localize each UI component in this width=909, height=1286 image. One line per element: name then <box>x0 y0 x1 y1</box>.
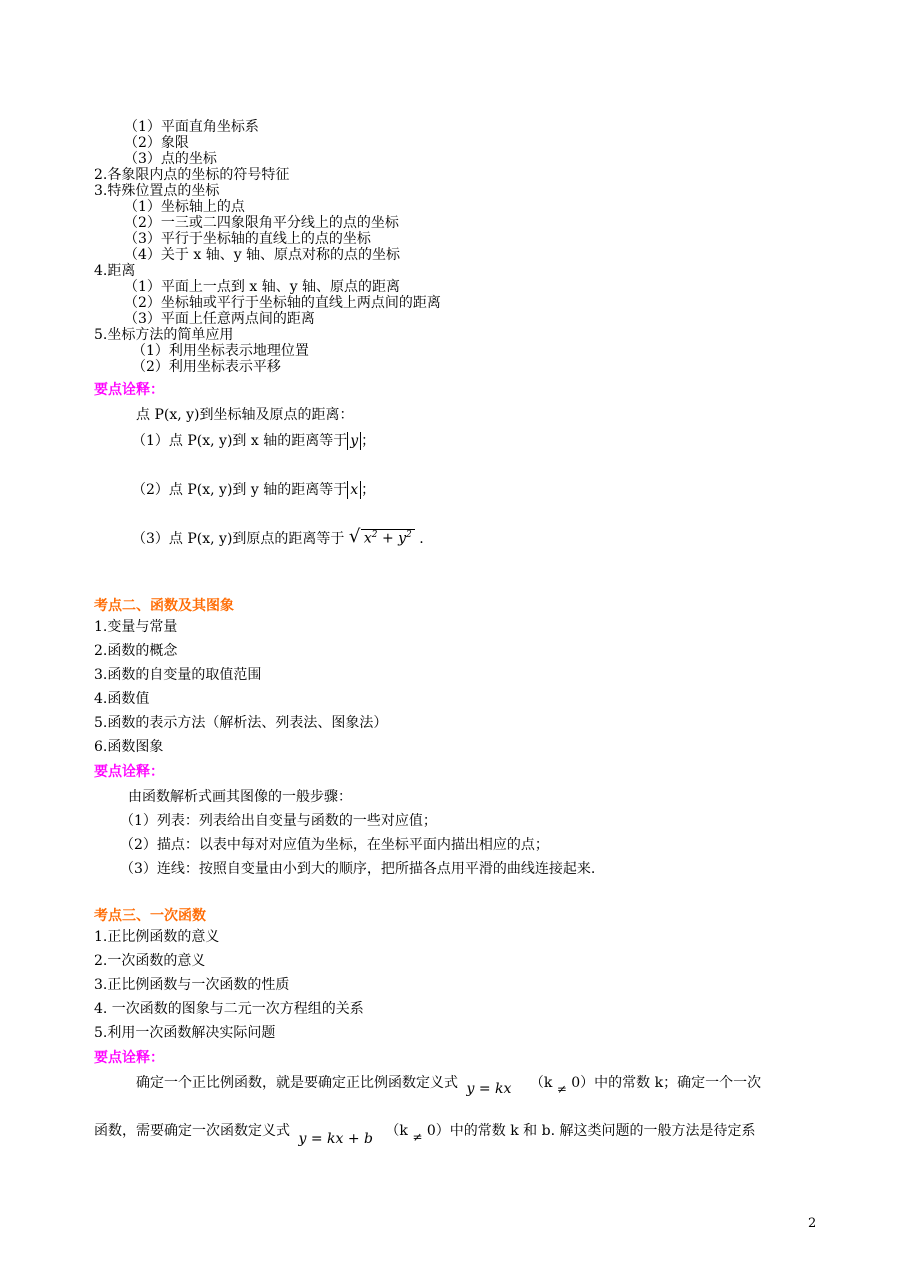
list-item: （1）坐标轴上的点 <box>124 199 245 215</box>
list-item: 1.正比例函数的意义 <box>94 929 220 945</box>
list-item: （2）利用坐标表示平移 <box>132 359 281 375</box>
list-item: （1）平面直角坐标系 <box>124 119 259 135</box>
paragraph-text: 0）中的常数 k 和 b. 解这类问题的一般方法是待定系 <box>422 1123 756 1139</box>
list-item: （1）利用坐标表示地理位置 <box>132 343 309 359</box>
list-item: 1.变量与常量 <box>94 619 178 635</box>
list-item: 2.一次函数的意义 <box>94 953 206 969</box>
section-title: 考点三、一次函数 <box>94 908 206 924</box>
list-item: 3.函数的自变量的取值范围 <box>94 667 262 683</box>
list-item: 4.函数值 <box>94 691 150 707</box>
list-item: 3.正比例函数与一次函数的性质 <box>94 977 290 993</box>
neq-symbol: ≠ <box>556 1082 567 1096</box>
paragraph-text: 函数，需要确定一次函数定义式 <box>94 1123 290 1139</box>
key-notes-label: 要点诠释： <box>94 382 164 398</box>
list-item: 4.距离 <box>94 263 136 279</box>
list-item: 2.函数的概念 <box>94 643 178 659</box>
list-item: 3.特殊位置点的坐标 <box>94 183 220 199</box>
abs-y-formula: y <box>347 432 361 450</box>
list-item: （2）象限 <box>124 135 189 151</box>
note-punct: ； <box>361 482 376 498</box>
step-line: （1）列表：列表给出自变量与函数的一些对应值； <box>120 813 437 829</box>
sqrt-formula: √ $x^2 + y^2$ <box>349 529 415 547</box>
section-title: 考点二、函数及其图象 <box>94 598 234 614</box>
paragraph-line-1 <box>136 1072 762 1097</box>
list-item: （3）平行于坐标轴的直线上的点的坐标 <box>124 231 371 247</box>
note-punct: ； <box>361 433 376 449</box>
key-notes-label: 要点诠释： <box>94 1050 164 1066</box>
list-item: 4. 一次函数的图象与二元一次方程组的关系 <box>94 1001 364 1017</box>
key-notes-label: 要点诠释： <box>94 764 164 780</box>
list-item: 5.坐标方法的简单应用 <box>94 327 234 343</box>
note-punct: . <box>419 531 424 547</box>
page-number: 2 <box>808 1216 817 1231</box>
paragraph-text: （k <box>385 1123 413 1139</box>
note-text: （3）点 P(x, y)到原点的距离等于 <box>132 531 345 547</box>
list-item: 6.函数图象 <box>94 739 164 755</box>
step-line: （3）连线：按照自变量由小到大的顺序，把所描各点用平滑的曲线连接起来. <box>120 861 596 877</box>
formula-linear: y = kx + b <box>298 1131 373 1147</box>
list-item: 5.利用一次函数解决实际问题 <box>94 1025 276 1041</box>
note-line-1 <box>132 430 375 450</box>
list-item: （2）坐标轴或平行于坐标轴的直线上两点间的距离 <box>124 295 441 311</box>
list-item: 5.函数的表示方法（解析法、列表法、图象法） <box>94 715 388 731</box>
paragraph-text: （k <box>529 1075 557 1091</box>
list-item: 2.各象限内点的坐标的符号特征 <box>94 167 290 183</box>
list-item: （2）一三或二四象限角平分线上的点的坐标 <box>124 215 399 231</box>
list-item: （3）点的坐标 <box>124 151 217 167</box>
abs-x-formula: x <box>347 481 361 499</box>
note-text: （2）点 P(x, y)到 y 轴的距离等于 <box>132 482 348 498</box>
note-line-2 <box>132 479 375 499</box>
note-intro: 点 P(x, y)到坐标轴及原点的距离： <box>136 407 354 423</box>
paragraph-text: 确定一个正比例函数，就是要确定正比例函数定义式 <box>136 1075 458 1091</box>
formula-proportional: y = kx <box>466 1081 512 1097</box>
note-line-3 <box>132 528 424 548</box>
paragraph-line-2 <box>94 1120 756 1147</box>
list-item: （1）平面上一点到 x 轴、y 轴、原点的距离 <box>124 279 401 295</box>
list-item: （4）关于 x 轴、y 轴、原点对称的点的坐标 <box>124 247 401 263</box>
note-text: （1）点 P(x, y)到 x 轴的距离等于 <box>132 433 348 449</box>
list-item: （3）平面上任意两点间的距离 <box>124 311 315 327</box>
step-line: （2）描点：以表中每对对应值为坐标，在坐标平面内描出相应的点； <box>120 837 549 853</box>
note-intro: 由函数解析式画其图像的一般步骤： <box>128 789 352 805</box>
paragraph-text: 0）中的常数 k；确定一个一次 <box>566 1075 762 1091</box>
neq-symbol: ≠ <box>412 1130 423 1144</box>
